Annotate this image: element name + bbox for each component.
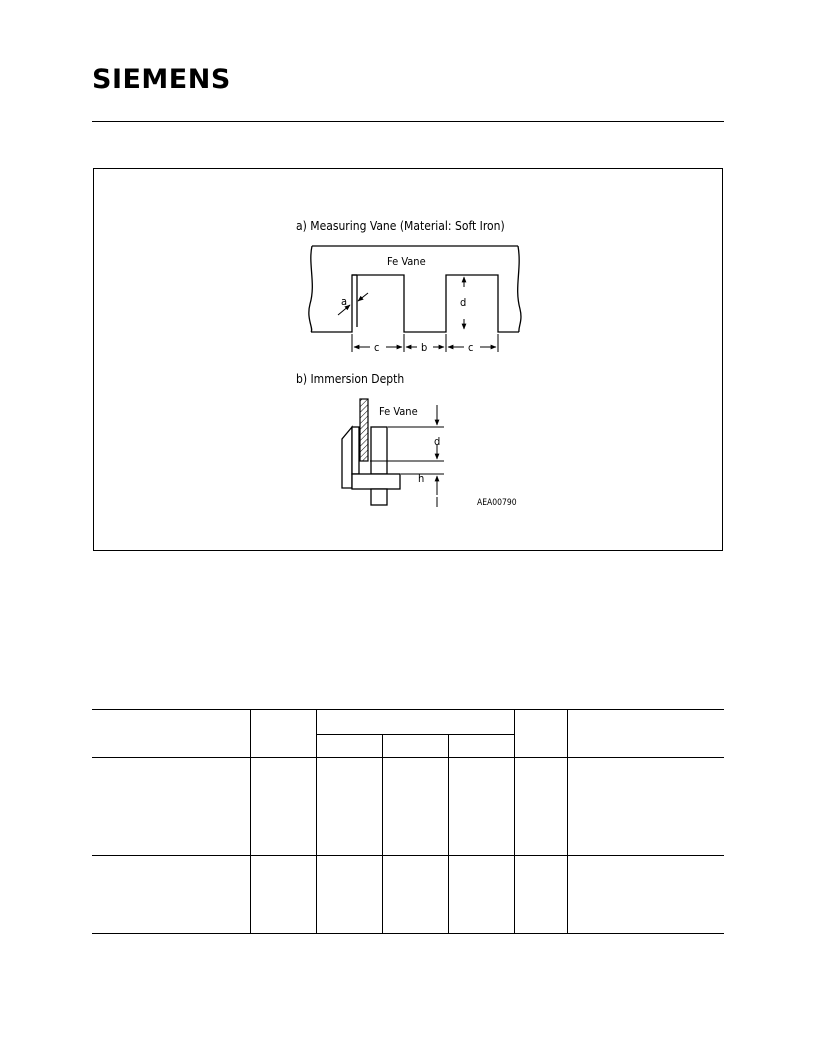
fe-vane-inserted xyxy=(360,399,368,461)
sensor-body xyxy=(342,427,400,505)
vane-label-b: Fe Vane xyxy=(379,405,418,418)
dimension-a-label: a xyxy=(341,295,348,308)
table-cell xyxy=(316,758,382,856)
dimension-d-label-a: d xyxy=(460,296,467,309)
table-header-cell xyxy=(92,710,250,758)
drawing-code: AEA00790 xyxy=(477,498,517,508)
figure-frame xyxy=(93,168,723,551)
table-cell xyxy=(514,758,567,856)
table-cell xyxy=(382,758,448,856)
table-cell xyxy=(448,856,514,934)
dimension-c-label-2: c xyxy=(468,341,474,354)
section-a-title: a) Measuring Vane (Material: Soft Iron) xyxy=(296,219,505,233)
section-b-title: b) Immersion Depth xyxy=(296,372,405,386)
table-header-group-cell xyxy=(316,710,514,735)
table-cell xyxy=(250,758,316,856)
dimension-h-label: h xyxy=(418,472,425,485)
table-subheader-cell xyxy=(316,735,382,758)
table-cell xyxy=(92,758,250,856)
table-cell xyxy=(567,758,724,856)
dimension-d-label-b: d xyxy=(434,435,441,448)
table-cell xyxy=(514,856,567,934)
header-divider xyxy=(92,121,724,122)
table-cell xyxy=(448,758,514,856)
table-subheader-cell xyxy=(448,735,514,758)
table-subheader-cell xyxy=(382,735,448,758)
table-cell xyxy=(382,856,448,934)
table-header-row xyxy=(92,710,724,735)
vane-diagram xyxy=(94,169,724,552)
dimension-b-label: b xyxy=(421,341,428,354)
vane-label-a: Fe Vane xyxy=(387,255,426,268)
siemens-logo: SIEMENS xyxy=(92,64,231,95)
spec-table xyxy=(92,709,724,934)
dimension-c-label-1: c xyxy=(374,341,380,354)
table-row xyxy=(92,856,724,934)
table-header-cell xyxy=(250,710,316,758)
table-row xyxy=(92,758,724,856)
table-cell xyxy=(92,856,250,934)
table-cell xyxy=(316,856,382,934)
table-header-cell xyxy=(514,710,567,758)
table-cell xyxy=(250,856,316,934)
table-header-cell xyxy=(567,710,724,758)
table-cell xyxy=(567,856,724,934)
